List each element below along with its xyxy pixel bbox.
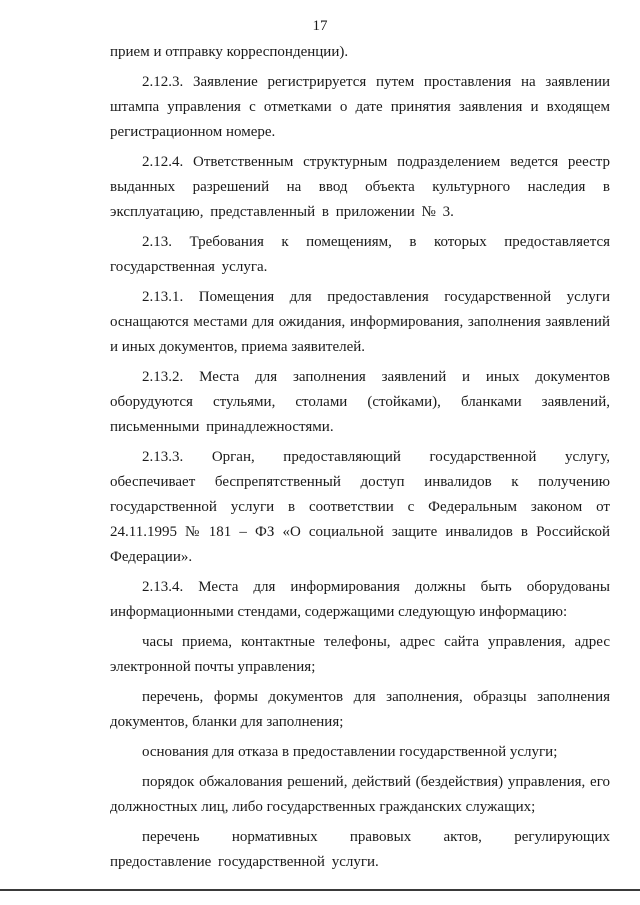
list-item-contacts: часы приема, контактные телефоны, адрес сайта управления, адрес электронной почты управления; [110, 634, 610, 675]
list-item-legal-acts: перечень нормативных правовых актов, регулирующих предоставление государственной услуги. [110, 829, 610, 870]
list-item-appeal-procedure: порядок обжалования решений, действий (бездействия) управления, его должностных лиц, либо государственных гражданских служащих; [110, 774, 610, 815]
page-number: 17 [312, 18, 328, 34]
paragraph-continuation: прием и отправку корреспонденции). [110, 44, 349, 60]
paragraph-2-12-3: 2.12.3. Заявление регистрируется путем проставления на заявлении штампа управления с отметками о дате принятия заявления и входящем регистрационном номере. [110, 74, 610, 140]
list-item-refusal-grounds: основания для отказа в предоставлении государственной услуги; [142, 744, 558, 760]
paragraph-2-13: 2.13. Требования к помещениям, в которых предоставляется государственная услуга. [110, 234, 610, 275]
document-body [110, 40, 610, 880]
paragraph-2-13-2: 2.13.2. Места для заполнения заявлений и иных документов оборудуются стульями, столами (стойками), бланками заявлений, письменными принадлежностями. [110, 369, 610, 435]
paragraph-2-13-3: 2.13.3. Орган, предоставляющий государственной услугу, обеспечивает беспрепятственный доступ инвалидов к получению государственной услуги в соответствии с Федеральным законом от 24.11.1995 № 181 – ФЗ «О социальной защите инвалидов в Российской Федерации». [110, 449, 610, 565]
paragraph-2-12-4: 2.12.4. Ответственным структурным подразделением ведется реестр выданных разрешений на ввод объекта культурного наследия в эксплуатацию, представленный в приложении № 3. [110, 154, 610, 220]
paragraph-2-13-1: 2.13.1. Помещения для предоставления государственной услуги оснащаются местами для ожидания, информирования, заполнения заявлений и иных документов, приема заявителей. [110, 289, 610, 355]
scan-edge-line [0, 889, 640, 891]
paragraph-2-13-4: 2.13.4. Места для информирования должны быть оборудованы информационными стендами, содержащими следующую информацию: [110, 579, 610, 620]
list-item-forms: перечень, формы документов для заполнения, образцы заполнения документов, бланки для заполнения; [110, 689, 610, 730]
